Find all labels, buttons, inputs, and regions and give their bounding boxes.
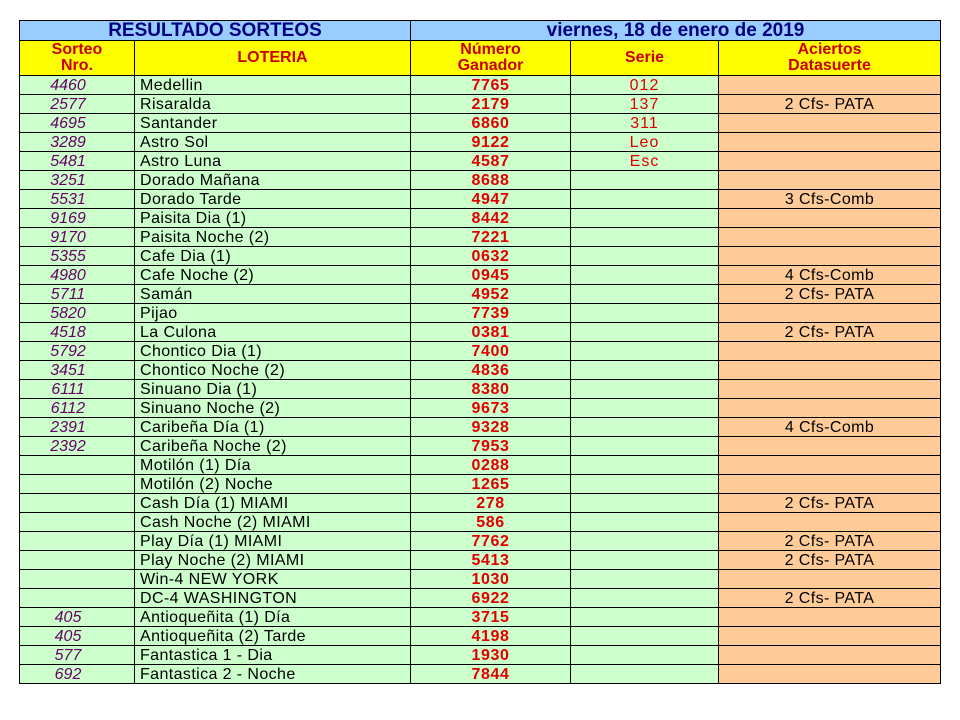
aciertos-cell xyxy=(719,475,941,494)
numero-cell: 278 xyxy=(411,494,571,513)
loteria-cell: Fantastica 1 - Dia xyxy=(135,646,411,665)
results-table-body xyxy=(20,21,941,684)
numero-cell: 0288 xyxy=(411,456,571,475)
sorteo-cell: 3451 xyxy=(20,361,135,380)
serie-cell xyxy=(571,228,719,247)
aciertos-cell xyxy=(719,665,941,684)
aciertos-cell xyxy=(719,76,941,95)
results-table xyxy=(19,20,941,684)
serie-cell xyxy=(571,247,719,266)
numero-cell: 0381 xyxy=(411,323,571,342)
numero-cell: 586 xyxy=(411,513,571,532)
header-sorteo-line1: Sorteo xyxy=(51,41,103,58)
title-row xyxy=(20,21,941,41)
sorteo-cell: 3251 xyxy=(20,171,135,190)
table-row xyxy=(20,114,941,133)
header-aciertos-line2: Datasuerte xyxy=(788,57,871,74)
sorteo-cell: 6111 xyxy=(20,380,135,399)
numero-cell: 9673 xyxy=(411,399,571,418)
serie-cell xyxy=(571,551,719,570)
serie-cell xyxy=(571,627,719,646)
aciertos-cell xyxy=(719,228,941,247)
loteria-cell: Motilón (2) Noche xyxy=(135,475,411,494)
table-row xyxy=(20,133,941,152)
numero-cell: 7953 xyxy=(411,437,571,456)
aciertos-cell xyxy=(719,133,941,152)
serie-cell xyxy=(571,266,719,285)
sorteo-cell xyxy=(20,532,135,551)
numero-cell: 9328 xyxy=(411,418,571,437)
table-row xyxy=(20,437,941,456)
sorteo-cell: 5531 xyxy=(20,190,135,209)
loteria-cell: DC-4 WASHINGTON xyxy=(135,589,411,608)
loteria-cell: Astro Sol xyxy=(135,133,411,152)
table-row xyxy=(20,76,941,95)
serie-cell xyxy=(571,380,719,399)
loteria-cell: Sinuano Noche (2) xyxy=(135,399,411,418)
loteria-cell: Antioqueñita (1) Día xyxy=(135,608,411,627)
serie-cell xyxy=(571,494,719,513)
serie-cell xyxy=(571,570,719,589)
sorteo-cell: 2577 xyxy=(20,95,135,114)
loteria-cell: Cafe Noche (2) xyxy=(135,266,411,285)
sorteo-cell xyxy=(20,551,135,570)
numero-cell: 4198 xyxy=(411,627,571,646)
loteria-cell: Antioqueñita (2) Tarde xyxy=(135,627,411,646)
numero-cell: 1030 xyxy=(411,570,571,589)
aciertos-cell xyxy=(719,152,941,171)
sorteo-cell: 4980 xyxy=(20,266,135,285)
draw-date: viernes, 18 de enero de 2019 xyxy=(546,20,805,41)
aciertos-cell xyxy=(719,247,941,266)
loteria-cell: Paisita Noche (2) xyxy=(135,228,411,247)
aciertos-cell: 4 Cfs-Comb xyxy=(719,266,941,285)
sorteo-cell: 4518 xyxy=(20,323,135,342)
aciertos-cell xyxy=(719,304,941,323)
sorteo-cell: 5820 xyxy=(20,304,135,323)
serie-cell xyxy=(571,608,719,627)
table-row xyxy=(20,532,941,551)
loteria-cell: Chontico Noche (2) xyxy=(135,361,411,380)
numero-cell: 4836 xyxy=(411,361,571,380)
table-row xyxy=(20,475,941,494)
loteria-cell: Dorado Mañana xyxy=(135,171,411,190)
numero-cell: 6860 xyxy=(411,114,571,133)
loteria-cell: Cafe Dia (1) xyxy=(135,247,411,266)
aciertos-cell xyxy=(719,456,941,475)
aciertos-cell: 3 Cfs-Comb xyxy=(719,190,941,209)
numero-cell: 9122 xyxy=(411,133,571,152)
table-row xyxy=(20,361,941,380)
table-row xyxy=(20,665,941,684)
serie-cell xyxy=(571,513,719,532)
header-loteria-label: LOTERIA xyxy=(237,49,308,66)
serie-cell xyxy=(571,304,719,323)
numero-cell: 4587 xyxy=(411,152,571,171)
loteria-cell: Cash Noche (2) MIAMI xyxy=(135,513,411,532)
loteria-cell: Chontico Dia (1) xyxy=(135,342,411,361)
table-row xyxy=(20,152,941,171)
table-row xyxy=(20,646,941,665)
header-sorteo xyxy=(20,41,135,76)
loteria-cell: Cash Día (1) MIAMI xyxy=(135,494,411,513)
table-row xyxy=(20,456,941,475)
numero-cell: 4952 xyxy=(411,285,571,304)
header-numero xyxy=(411,41,571,76)
sorteo-cell: 577 xyxy=(20,646,135,665)
numero-cell: 1930 xyxy=(411,646,571,665)
loteria-cell: La Culona xyxy=(135,323,411,342)
numero-cell: 7739 xyxy=(411,304,571,323)
loteria-cell: Dorado Tarde xyxy=(135,190,411,209)
serie-cell: Leo xyxy=(571,133,719,152)
sorteo-cell xyxy=(20,494,135,513)
numero-cell: 7221 xyxy=(411,228,571,247)
serie-cell xyxy=(571,361,719,380)
loteria-cell: Pijao xyxy=(135,304,411,323)
serie-cell xyxy=(571,171,719,190)
table-row xyxy=(20,513,941,532)
serie-cell xyxy=(571,646,719,665)
table-row xyxy=(20,342,941,361)
sorteo-cell: 405 xyxy=(20,627,135,646)
aciertos-cell: 2 Cfs- PATA xyxy=(719,285,941,304)
loteria-cell: Caribeña Día (1) xyxy=(135,418,411,437)
aciertos-cell xyxy=(719,608,941,627)
header-row xyxy=(20,41,941,76)
table-row xyxy=(20,247,941,266)
numero-cell: 2179 xyxy=(411,95,571,114)
loteria-cell: Sinuano Dia (1) xyxy=(135,380,411,399)
header-numero-line1: Número xyxy=(460,41,521,58)
table-row xyxy=(20,323,941,342)
aciertos-cell xyxy=(719,399,941,418)
sorteo-cell: 5792 xyxy=(20,342,135,361)
loteria-cell: Win-4 NEW YORK xyxy=(135,570,411,589)
loteria-cell: Samán xyxy=(135,285,411,304)
sorteo-cell: 405 xyxy=(20,608,135,627)
loteria-cell: Medellin xyxy=(135,76,411,95)
table-row xyxy=(20,551,941,570)
header-sorteo-line2: Nro. xyxy=(61,57,93,74)
loteria-cell: Motilón (1) Día xyxy=(135,456,411,475)
numero-cell: 3715 xyxy=(411,608,571,627)
numero-cell: 5413 xyxy=(411,551,571,570)
serie-cell xyxy=(571,418,719,437)
table-row xyxy=(20,418,941,437)
sorteo-cell: 9169 xyxy=(20,209,135,228)
aciertos-cell: 2 Cfs- PATA xyxy=(719,551,941,570)
aciertos-cell: 4 Cfs-Comb xyxy=(719,418,941,437)
table-row xyxy=(20,190,941,209)
numero-cell: 7400 xyxy=(411,342,571,361)
table-row xyxy=(20,608,941,627)
aciertos-cell xyxy=(719,380,941,399)
sorteo-cell: 2392 xyxy=(20,437,135,456)
serie-cell xyxy=(571,589,719,608)
header-aciertos xyxy=(719,41,941,76)
table-row xyxy=(20,627,941,646)
serie-cell xyxy=(571,209,719,228)
loteria-cell: Risaralda xyxy=(135,95,411,114)
serie-cell: 012 xyxy=(571,76,719,95)
date-cell xyxy=(411,21,941,41)
aciertos-cell: 2 Cfs- PATA xyxy=(719,589,941,608)
sorteo-cell xyxy=(20,475,135,494)
serie-cell xyxy=(571,532,719,551)
loteria-cell: Fantastica 2 - Noche xyxy=(135,665,411,684)
loteria-cell: Caribeña Noche (2) xyxy=(135,437,411,456)
header-serie xyxy=(571,41,719,76)
table-row xyxy=(20,494,941,513)
numero-cell: 7762 xyxy=(411,532,571,551)
numero-cell: 4947 xyxy=(411,190,571,209)
serie-cell xyxy=(571,475,719,494)
serie-cell: Esc xyxy=(571,152,719,171)
sorteo-cell: 2391 xyxy=(20,418,135,437)
aciertos-cell: 2 Cfs- PATA xyxy=(719,323,941,342)
numero-cell: 8442 xyxy=(411,209,571,228)
aciertos-cell xyxy=(719,342,941,361)
table-row xyxy=(20,285,941,304)
table-row xyxy=(20,304,941,323)
serie-cell xyxy=(571,399,719,418)
aciertos-cell xyxy=(719,646,941,665)
header-loteria xyxy=(135,41,411,76)
header-serie-label: Serie xyxy=(624,49,665,66)
sorteo-cell: 6112 xyxy=(20,399,135,418)
table-row xyxy=(20,570,941,589)
table-row xyxy=(20,266,941,285)
aciertos-cell: 2 Cfs- PATA xyxy=(719,95,941,114)
sorteo-cell: 4695 xyxy=(20,114,135,133)
aciertos-cell xyxy=(719,570,941,589)
aciertos-cell xyxy=(719,361,941,380)
sorteo-cell xyxy=(20,513,135,532)
loteria-cell: Astro Luna xyxy=(135,152,411,171)
aciertos-cell xyxy=(719,209,941,228)
serie-cell xyxy=(571,323,719,342)
title-cell xyxy=(20,21,411,41)
numero-cell: 1265 xyxy=(411,475,571,494)
serie-cell xyxy=(571,190,719,209)
table-row xyxy=(20,399,941,418)
numero-cell: 6922 xyxy=(411,589,571,608)
sorteo-cell: 9170 xyxy=(20,228,135,247)
numero-cell: 8688 xyxy=(411,171,571,190)
aciertos-cell xyxy=(719,513,941,532)
sorteo-cell: 5355 xyxy=(20,247,135,266)
header-aciertos-line1: Aciertos xyxy=(797,41,862,58)
numero-cell: 0945 xyxy=(411,266,571,285)
serie-cell xyxy=(571,456,719,475)
loteria-cell: Santander xyxy=(135,114,411,133)
sorteo-cell: 5711 xyxy=(20,285,135,304)
numero-cell: 7844 xyxy=(411,665,571,684)
aciertos-cell xyxy=(719,437,941,456)
aciertos-cell: 2 Cfs- PATA xyxy=(719,532,941,551)
serie-cell: 311 xyxy=(571,114,719,133)
aciertos-cell xyxy=(719,171,941,190)
aciertos-cell xyxy=(719,114,941,133)
loteria-cell: Play Día (1) MIAMI xyxy=(135,532,411,551)
sorteo-cell xyxy=(20,456,135,475)
table-row xyxy=(20,589,941,608)
aciertos-cell: 2 Cfs- PATA xyxy=(719,494,941,513)
serie-cell xyxy=(571,437,719,456)
loteria-cell: Play Noche (2) MIAMI xyxy=(135,551,411,570)
sorteo-cell: 3289 xyxy=(20,133,135,152)
serie-cell xyxy=(571,285,719,304)
loteria-cell: Paisita Dia (1) xyxy=(135,209,411,228)
sorteo-cell: 4460 xyxy=(20,76,135,95)
sorteo-cell: 692 xyxy=(20,665,135,684)
serie-cell: 137 xyxy=(571,95,719,114)
sorteo-cell xyxy=(20,589,135,608)
serie-cell xyxy=(571,665,719,684)
numero-cell: 0632 xyxy=(411,247,571,266)
table-row xyxy=(20,228,941,247)
sorteo-cell xyxy=(20,570,135,589)
sorteo-cell: 5481 xyxy=(20,152,135,171)
serie-cell xyxy=(571,342,719,361)
numero-cell: 7765 xyxy=(411,76,571,95)
table-row xyxy=(20,209,941,228)
table-row xyxy=(20,171,941,190)
table-row xyxy=(20,380,941,399)
page-title: RESULTADO SORTEOS xyxy=(108,20,322,41)
header-numero-line2: Ganador xyxy=(457,57,524,74)
table-row xyxy=(20,95,941,114)
aciertos-cell xyxy=(719,627,941,646)
numero-cell: 8380 xyxy=(411,380,571,399)
